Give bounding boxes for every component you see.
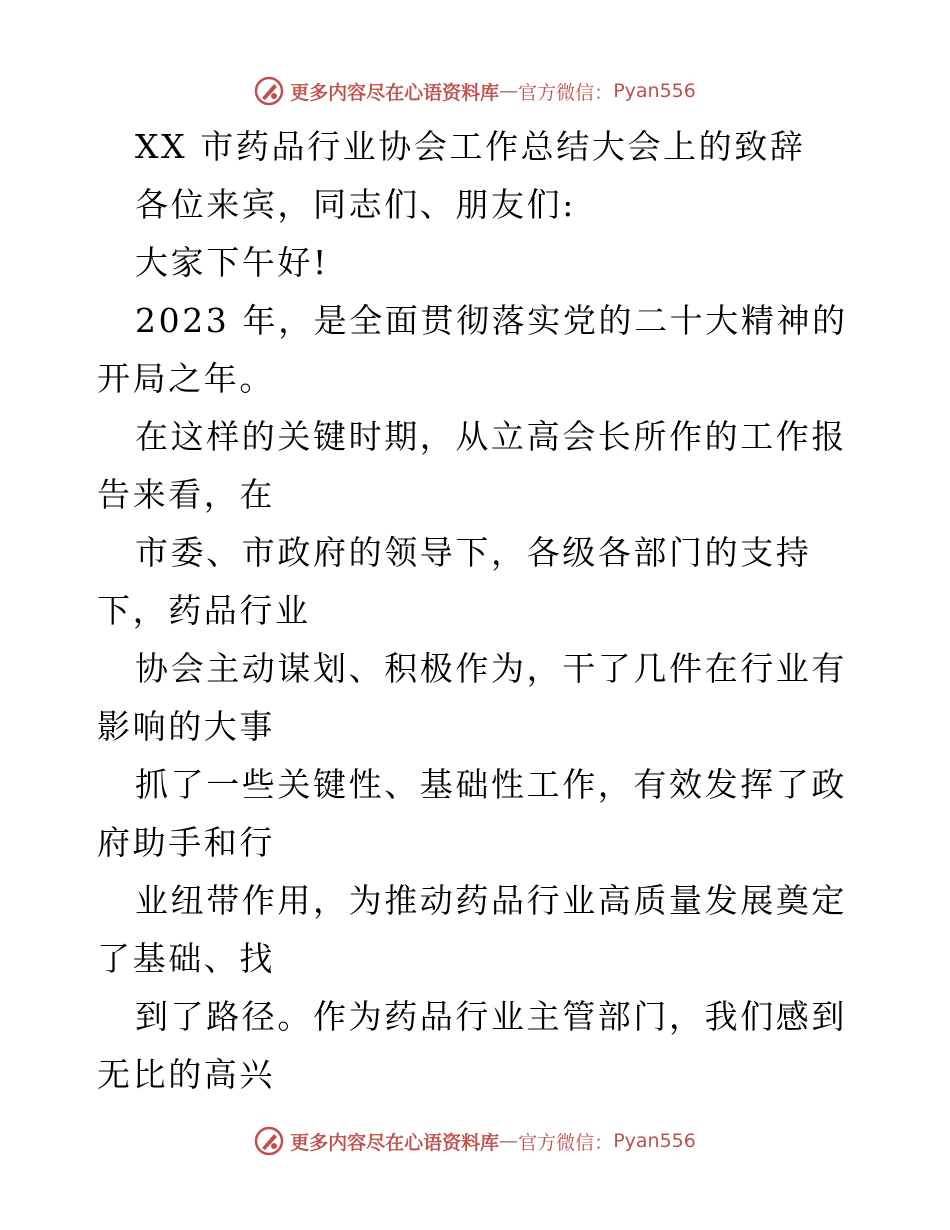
paragraph: 市委、市政府的领导下，各级各部门的支持下，药品行业 xyxy=(97,533,812,630)
pen-logo-icon xyxy=(254,76,284,106)
pen-logo-icon xyxy=(254,1126,284,1156)
watermark-main-text: 更多内容尽在心语资料库 xyxy=(290,1131,500,1154)
paragraph: 到了路径。作为药品行业主管部门，我们感到无比的高兴 xyxy=(97,997,847,1094)
paragraph: 在这样的关键时期，从立高会长所作的工作报告来看，在 xyxy=(97,417,847,514)
watermark-wechat-label: 官方微信： xyxy=(518,81,614,104)
paragraph: 大家下午好! xyxy=(135,243,329,282)
footer-watermark xyxy=(0,1121,950,1161)
watermark-separator: — xyxy=(499,1130,519,1152)
paragraph: 业纽带作用，为推动药品行业高质量发展奠定了基础、找 xyxy=(97,881,847,978)
watermark-wechat-id: Pyan556 xyxy=(613,1130,696,1152)
header-watermark xyxy=(0,71,950,111)
watermark-main-text: 更多内容尽在心语资料库 xyxy=(290,81,500,104)
watermark-wechat-id: Pyan556 xyxy=(613,80,696,102)
watermark-separator: — xyxy=(499,80,519,102)
paragraph: 协会主动谋划、积极作为，干了几件在行业有影响的大事 xyxy=(97,649,847,746)
watermark-wechat-label: 官方微信： xyxy=(518,1131,614,1154)
document-body xyxy=(97,118,857,1104)
document-title: XX 市药品行业协会工作总结大会上的致辞 xyxy=(135,127,806,166)
paragraph: 抓了一些关键性、基础性工作，有效发挥了政府助手和行 xyxy=(97,765,847,862)
paragraph: 各位来宾，同志们、朋友们: xyxy=(135,185,576,224)
paragraph: 2023 年，是全面贯彻落实党的二十大精神的开局之年。 xyxy=(97,301,848,398)
